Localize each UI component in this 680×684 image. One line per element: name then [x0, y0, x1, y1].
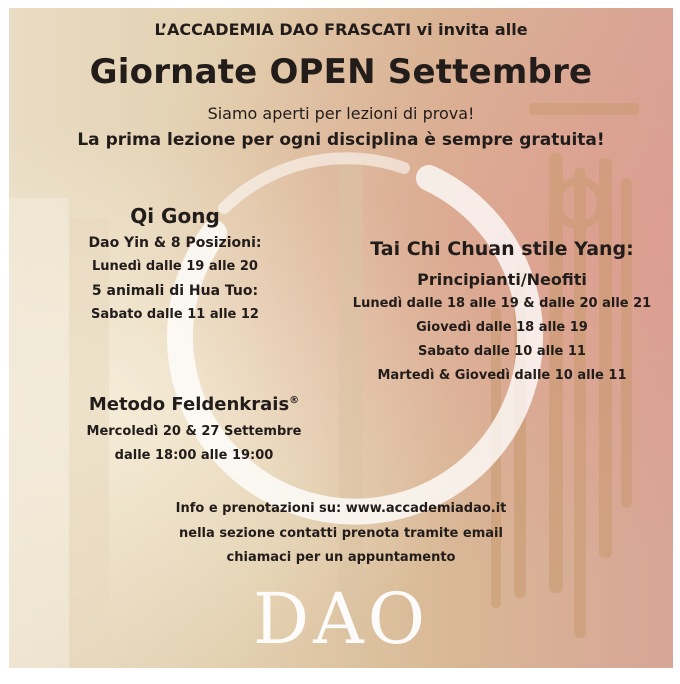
- free-lesson-note: La prima lezione per ogni disciplina è sempre gratuita!: [77, 130, 605, 150]
- feldenkrais-title-text: Metodo Feldenkrais: [88, 394, 290, 415]
- taichi-title: Tai Chi Chuan stile Yang:: [370, 238, 634, 260]
- poster: [9, 8, 673, 668]
- qigong-program-2: 5 animali di Hua Tuo:: [91, 283, 259, 299]
- qigong-schedule-1: Lunedì dalle 19 alle 20: [92, 259, 258, 274]
- info-line-3: chiamaci per un appuntamento: [226, 550, 456, 565]
- taichi-schedule-2: Giovedì dalle 18 alle 19: [416, 320, 588, 335]
- subtitle: Siamo aperti per lezioni di prova!: [207, 104, 475, 123]
- taichi-schedule-3: Sabato dalle 10 alle 11: [418, 344, 586, 359]
- page-title: Giornate OPEN Settembre: [89, 52, 593, 92]
- info-line-2: nella sezione contatti prenota tramite email: [179, 526, 503, 541]
- info-line-1: Info e prenotazioni su: www.accademiadao.it: [175, 501, 507, 516]
- taichi-schedule-1: Lunedì dalle 18 alle 19 & dalle 20 alle 21: [352, 296, 652, 311]
- registered-mark: ®: [289, 395, 300, 406]
- taichi-schedule-4: Martedì & Giovedì dalle 10 alle 11: [377, 368, 627, 383]
- qigong-schedule-2: Sabato dalle 11 alle 12: [91, 307, 259, 322]
- feldenkrais-dates: Mercoledì 20 & 27 Settembre: [86, 424, 302, 439]
- feldenkrais-title: [69, 394, 319, 415]
- intro-text: L’ACCADEMIA DAO FRASCATI vi invita alle: [154, 20, 528, 39]
- qigong-title: Qi Gong: [130, 204, 220, 228]
- taichi-level: Principianti/Neofiti: [417, 270, 587, 289]
- dao-logo: DAO: [252, 578, 430, 660]
- feldenkrais-time: dalle 18:00 alle 19:00: [114, 448, 274, 463]
- qigong-program-1: Dao Yin & 8 Posizioni:: [88, 235, 262, 251]
